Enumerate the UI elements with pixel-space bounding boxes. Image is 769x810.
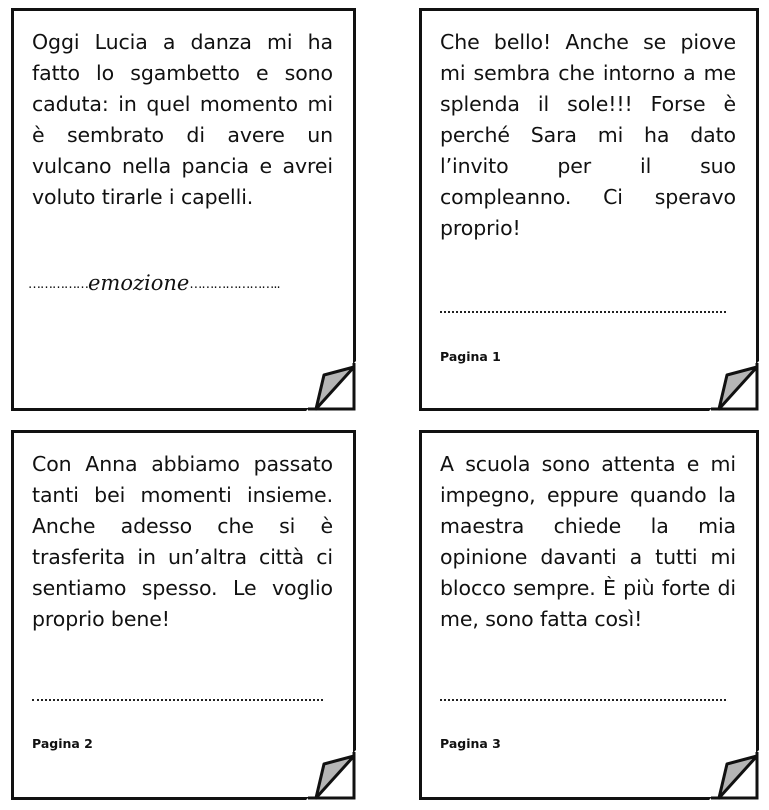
note-card-3: [11, 430, 356, 800]
page-number-label: Pagina 3: [440, 736, 501, 751]
answer-dotted-line: [32, 699, 323, 701]
emotion-answer-line: [28, 271, 280, 295]
answer-dotted-line: [440, 699, 726, 701]
page-curl-icon: [709, 750, 759, 800]
page-curl-icon: [306, 361, 356, 411]
page-curl-icon: [306, 750, 356, 800]
note-text: A scuola sono attenta e mi impegno, eppure quando la maestra chiede la mia opinione davanti a tutti mi blocco sempre. È più forte di me, sono fatta così!: [440, 452, 736, 631]
dotted-fill-right: …………………..: [189, 277, 280, 292]
answer-dotted-line: [440, 311, 726, 313]
page-number-label: Pagina 2: [32, 736, 93, 751]
page-curl-icon: [709, 361, 759, 411]
note-card-4: [419, 430, 759, 800]
dotted-fill-left: ……………: [28, 277, 88, 292]
note-text: Con Anna abbiamo passato tanti bei momenti insieme. Anche adesso che si è trasferita in un’altra città ci sentiamo spesso. Le voglio proprio bene!: [32, 452, 333, 631]
note-text: Oggi Lucia a danza mi ha fatto lo sgambetto e sono caduta: in quel momento mi è sembrato di avere un vulcano nella pancia e avrei voluto tirarle i capelli.: [32, 30, 333, 209]
note-card-2: [419, 8, 759, 411]
emotion-label: emozione: [88, 271, 190, 295]
note-card-1: [11, 8, 356, 411]
page-number-label: Pagina 1: [440, 349, 501, 364]
note-text: Che bello! Anche se piove mi sembra che intorno a me splenda il sole!!! Forse è perché Sara mi ha dato l’invito per il suo compleanno. Ci speravo proprio!: [440, 30, 736, 240]
